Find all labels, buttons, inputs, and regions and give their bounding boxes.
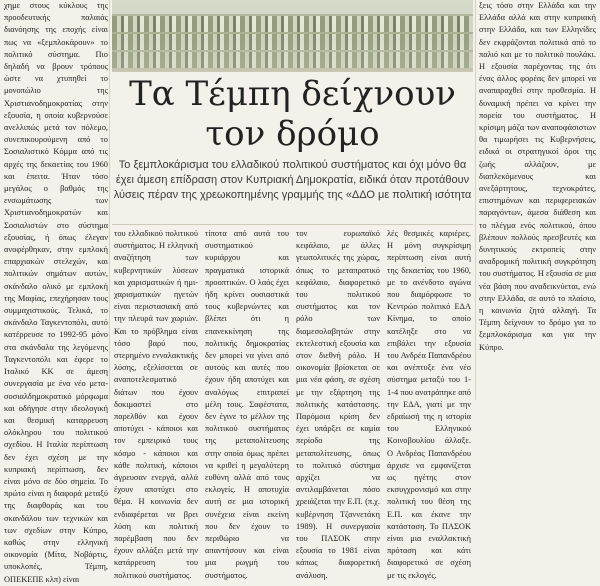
middle-column-2-text: τίποτα από αυτά του συστηματικού κυριάρχου και πραγματικά ιστορικά προοπτικών. Ο λαός έχει ήδη κρίνει ουσιαστικά τους κυβερνώντες και βλέπει ότι η επανεκκίνηση της πολιτικής δημοκρατίας δεν μπορεί να γίνει από αυτούς και αυτές που έχουν ήδη αποτύχει και αναλόγως επιτραπεί μέλη τους. Σαφέστατα, δεν έγινε το μέλλον της πολιτικού συστήματος της μεταπολίτευσης στην οποία όμως πρέπει να κριθεί η μεγαλύτερη ευθύνη αλλά από τους εκλογείς. Η αποτυχία αυτή σε μια ιστορική συνέχεια είναι εκείνη που δεν έχουν το περιθώριο να απαντήσουν και είναι μια ρωγμή του συστήματος. (205, 229, 289, 580)
headline-line-1: Τα Τέμπη δείχνουν (129, 74, 456, 114)
divider (112, 224, 473, 225)
headline-line-2: τον δρόμο (205, 114, 380, 154)
article-photo (112, 0, 473, 72)
article-headline (112, 74, 473, 154)
column-divider (475, 0, 476, 400)
article-subhead: Το ξεμπλοκάρισμα του ελλαδικού πολιτικού συστήματος και όχι μόνο θα έχει άμεση επίδραση στον Κυπριακή Δημοκρατία, ειδικά όταν προτάθουν λύσεις πέραν της χρεωκοπημένης γραμμής της «ΔΔΟ με πολιτική ισότητα (113, 159, 472, 201)
column-divider (109, 0, 110, 400)
right-column-text: ξεις τόσο στην Ελλάδα και την Ελλάδα αλλά και στην κυπριακή στην Ελλάδα, και των Ελληνίδες δεν εκφράζονται πολιτικά από το παλιό και με το πολιτικό πουλάκι. Η εξουσία παρέχοντας της ότι ένας άλλος φορέας δεν μπορεί να αναπαραχθεί στην προθεσμία. Η δυναμική πρέπει να κρίνει την πορεία του συστήματος. Η κρίσιμη μάζα των αναποφάσιστων θα τιμωρήσει τις Κυβερνήσεις, ειδικά οι στρατηγικοί όροι της ζωής αλλάζουν, με διαπλεκόμενους και ανεξάρτητους, τεχνοκράτες, επιστημόνων και περιφερειακών παραγόντων, άμεσα διάθεση και το πλέγμα ενός πολιτικού, όπου βλέπουν πολλούς πρεσβευτές και δυνητικούς εκτροπείς στην αναδρομική πολιτική συγκρότηση του συστήματος. Η εξουσία σε μια νέα βάση που αναδεικνύεται, ενώ στην Ελλάδα, σε αυτό το πλαίσιο, η κοινωνία ζητά αλλαγή. Τα Τέμπη δείχνουν το δρόμο για το ξεμπλοκάρισμα και για την Κύπρο. (479, 1, 596, 352)
middle-column-4-text: λές θεσμικές καριέρες. Η μόνη συγκρίσιμη περίπτωση είναι αυτή της δεκαετίας του 1960, με το ανένδοτο αγώνα που διαμόρφωσε το Κεντρώο πολιτικό ΕΔΑ Κίνημα, το οποίο κατέληξε στο να επιβάλει την εξουσία του Ανδρέα Παπανδρέου και ανέπτυξε ένα νέο σύστημα μεταξύ του 1-1-4 που ανατράπηκε από την ΕΔΑ, γιατί με την εδραίωσή της η ιστορία του Ελληνικού Κοινοβουλίου άλλαξε. Ο Ανδρέας Παπανδρέου άρχισε να εμφανίζεται ως ηγέτης στον εκσυγχρονισμό και στην πολιτική του θέση της Ε.Π. και έκανε την κατάσταση. Το ΠΑΣΟΚ είναι μια εναλλακτική πρόταση και κάτι διαφορετικό σε σχέση με τις εκλογές. (387, 229, 471, 580)
left-column-text: χημε στους κύκλους της προοδευτικής παλαιάς διανόησης της εποχής είναι πως να «ξεμπλοκάρουν» το πολιτικό σύστημα. Πιο δηλαδή να βρουν τρόπους ώστε να χτυπηθεί το μονοπώλιο της Χριστιανοδημοκρατίας στην εξουσία, η οποία κυβερνούσε ανελλιπώς μετά τον πόλεμο, συνεπικουρούμενη από το Σοσιαλιστικό Κόμμα από τις αρχές της δεκαετίας του 1960 και έπειτα. Ήταν τόσο μεγάλος ο βαθμός της ενσωμάτωσης των Χριστιανοδημοκρατών και Σοσιαλιστών στο σύστημα εξουσίας, ή όπως έλεγαν ανοφέρθηκαν, στην εμπλοκή επαρχιακών στελεχών, και πολιτικών σημάτων αυτών, σκάνδαλο ολικό με εμπλοκή της Μαφίας, επεχήρησαν τους συμμαχιστικούς. Τελικά, το σκάνδαλο Ταγκεντοπόλι, αυτό κατέρρευσε το 1992-95 μόνο στα σκάνδαλα της λεγόμενης Ταγκεντοπόλι και έφερε το Ιταλικό ΚΚ σε άμεση συνεργασία με ένα νέο μετα-σοσιαλδημοκρατικό μόρφωμα και οδήγησε στην ιδεολογική και θεσμική καταρρευση ολόκληρου του πολιτικού σχεδίου. Η Ιταλία περίπτωση δεν έχει σχέση με την κυπριακή περίπτωση, δεν είναι μόνο σε δύο σημεία. Το πρώτο είναι η διαφορά μεταξύ της διαφθοράς και του σκανδάλου των τεχνικών και των σχεδίων στην Κύπρο, καθώς στην ελληνική οικονομία (Μίτα, Νοβάρτις, υποκλοπές, Τέμπη, ΟΠΕΚΕΠΕ κλπ) είναι (4, 1, 108, 584)
middle-column-1-text: του ελλαδικού πολιτικού συστήματος. Η ελληνική αναζήτηση των κυβερνητικών λύσεων και χαρισματικών ή ημι-χαρισματικών ηγετών είναι περιστασιακή από την πλευρά των χωριών. Και το πρόβλημα είναι τόσο βαρύ που, στερημένο ενναλακτικής λύσης, εξελίσσεται σε αναποτελεσματικό διάτων που έχουν δοκιμαστεί στο παρελθόν και έχουν αποτύχει - κάποιοι και τον εμπειρικό τους κόσμο - κάποιοι και κάθε πολιτική, κάποιοι άγρευσαν ενεργά, αλλά έχουν αποτύχει στο θέμα. Η κοινωνία δεν ενδιαφέρεται να βρει λύση και πολιτική παρέμβαση που δεν έχουν αλλάξει μετά την κατάρρευση του πολιτικού συστήματος. (114, 229, 198, 580)
middle-column-3-text: τον ευρωπαϊκό κεφάλαιο, με άλλες γεωπολιτικές της χώρας, όπως το μεταπρατικό κεφάλαιο, διαφορετικό του πολιτικού συστήματος και τον ρόλο των διαμεσολαβητών στην εκτελεστική εξουσία και στον διεθνή ρόλο. Η οικονομία βρίσκεται σε μια νέα φάση, σε σχέση με την εξάρτηση της πολιτικής κατάστασης. Παρόμοια κρίση δεν έχει υπάρξει σε καμία περίοδο της μεταπολίτευσης, όπως το πολιτικό σύστημα αρχίζει να αντιλαμβάνεται πόσο χρειάζεται την Ε.Π. (π.χ. κυβέρνηση Τζαννετάκη 1989). Η συνεργασία του ΠΑΣΟΚ στην εξουσία το 1981 είναι κάπως διαφορετική ανάλυση. (296, 229, 380, 580)
